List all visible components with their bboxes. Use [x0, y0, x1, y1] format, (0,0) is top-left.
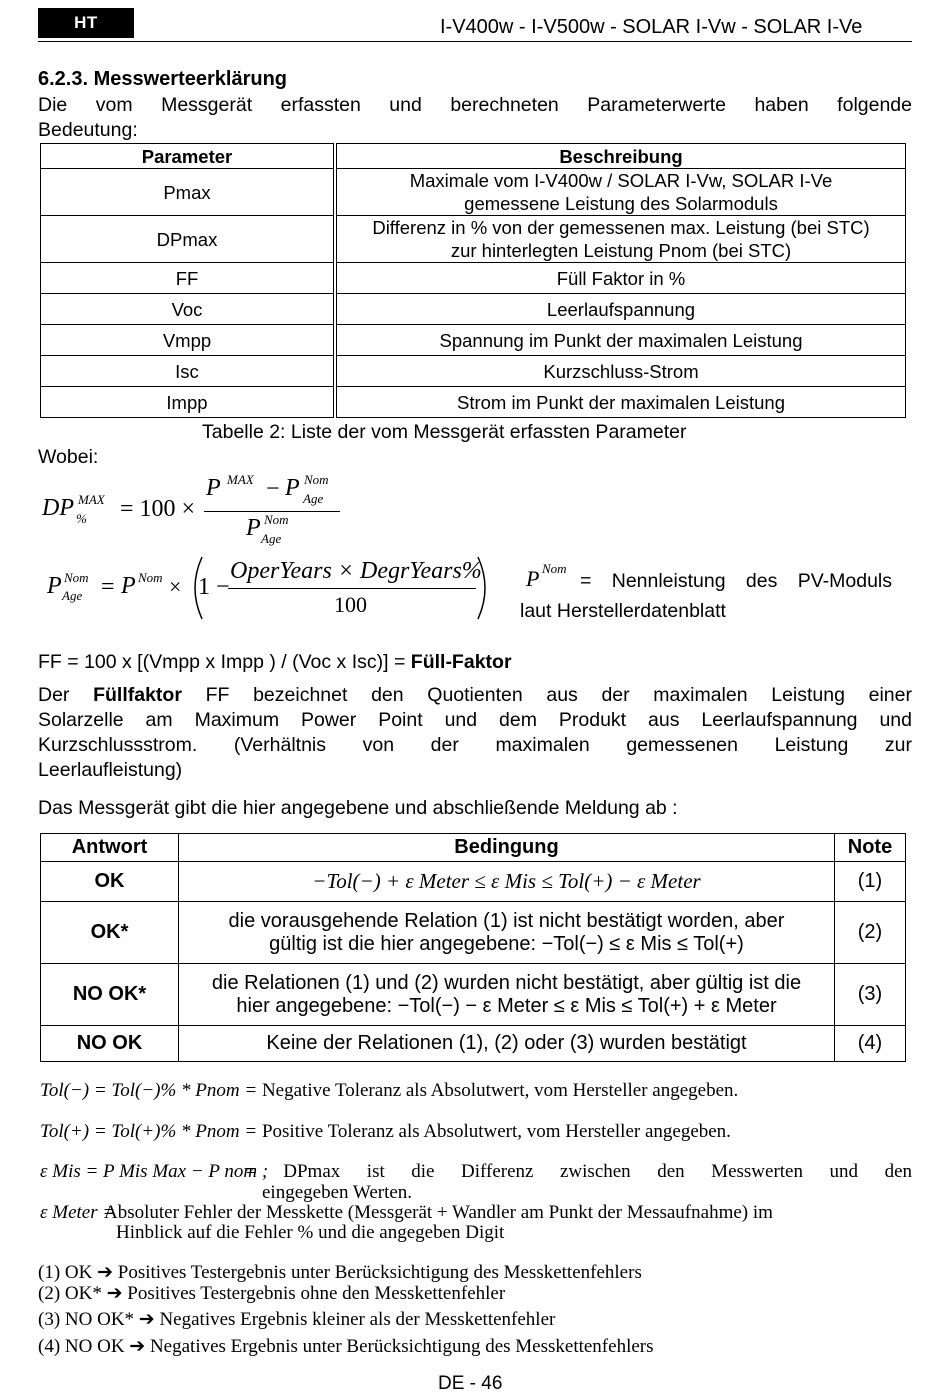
- table-row: [41, 387, 906, 418]
- param-cell: Pmax: [41, 169, 336, 216]
- p-nom-note: P: [526, 566, 540, 591]
- param-cell: DPmax: [41, 216, 336, 263]
- p-age-denominator: P: [246, 515, 261, 541]
- definition-text: Positive Toleranz als Absolutwert, vom Hersteller angegeben.: [261, 1121, 731, 1142]
- condition-cell: Keine der Relationen (1), (2) oder (3) wurden bestätigt: [179, 1026, 835, 1062]
- table-row: [41, 862, 906, 902]
- dp-equals-100: = 100 ×: [120, 496, 196, 522]
- ff-para-line-4: Leerlaufleistung): [38, 759, 183, 781]
- note-cell: (3): [835, 964, 906, 1026]
- answer-cell: OK: [41, 862, 179, 902]
- param-cell: Isc: [41, 356, 336, 387]
- table-row: [41, 356, 906, 387]
- age-sub: Age: [261, 531, 282, 546]
- nennleistung-text: = Nennleistung des PV-Moduls: [580, 570, 892, 592]
- answer-cell: OK*: [41, 902, 179, 964]
- desc-line: gemessene Leistung des Solarmoduls: [464, 193, 778, 214]
- nom-sup: Nom: [304, 472, 329, 487]
- ff-para-line-2: Solarzelle am Maximum Power Point und dem Produkt aus Leerlaufspannung und: [38, 709, 912, 731]
- minus-sign: −: [266, 476, 280, 502]
- ff-para-line-1: [38, 684, 912, 707]
- param-col-header: Parameter: [41, 144, 336, 169]
- condition-line: gültig ist die hier angegebene: −Tol(−) ≤ ε Mis ≤ Tol(+): [269, 932, 744, 955]
- intro-line-1: Die vom Messgerät erfassten und berechneten Parameterwerte haben folgende: [38, 94, 912, 116]
- p-max-sup: MAX: [227, 472, 254, 487]
- condition-cell: [179, 902, 835, 964]
- table-row: [41, 169, 906, 216]
- condition-col-header: Bedingung: [179, 834, 835, 862]
- definition-eps-mis-text-2: eingegeben Werten.: [262, 1182, 413, 1203]
- desc-col-header: Beschreibung: [335, 144, 906, 169]
- desc-cell: [335, 216, 906, 263]
- definition-tol-pos: [40, 1121, 731, 1143]
- parameter-table: [40, 143, 906, 418]
- definition-tol-neg: [40, 1080, 738, 1102]
- hersteller-text: laut Herstellerdatenblatt: [520, 600, 726, 622]
- nom-sup: Nom: [264, 512, 289, 527]
- definition-eps-meter-lhs: ε Meter =: [40, 1202, 116, 1223]
- result-table: [40, 833, 906, 1062]
- answer-cell: NO OK*: [41, 964, 179, 1026]
- note-cell: (1): [835, 862, 906, 902]
- ff-para-rest: FF bezeichnet den Quotienten aus der maximalen Leistung einer: [181, 684, 912, 706]
- table-row: [41, 216, 906, 263]
- desc-cell: Strom im Punkt der maximalen Leistung: [335, 387, 906, 418]
- ff-para-line-3: Kurzschlussstrom. (Verhältnis von der maximalen gemessenen Leistung zur: [38, 734, 912, 756]
- definition-eps-mis-text: = DPmax ist die Differenz zwischen den Messwerten und den: [246, 1161, 912, 1182]
- table-row: [41, 263, 906, 294]
- header-rule: [38, 41, 912, 42]
- ff-formula-bold: Füll-Faktor: [410, 651, 512, 673]
- table-row: [41, 294, 906, 325]
- condition-line: die vorausgehende Relation (1) ist nicht bestätigt worden, aber: [228, 909, 785, 932]
- legend-item-3: (3) NO OK* ➔ Negatives Ergebnis kleiner als der Messkettenfehler: [38, 1309, 556, 1330]
- definition-eps-meter-text: Absoluter Fehler der Messkette (Messgerät + Wandler am Punkt der Messaufnahme) im: [104, 1202, 773, 1223]
- legend-item-2: (2) OK* ➔ Positives Testergebnis ohne den Messkettenfehler: [38, 1283, 506, 1304]
- condition-cell: −Tol(−) + ε Meter ≤ ε Mis ≤ Tol(+) − ε Meter: [179, 862, 835, 902]
- document-title: I-V400w - I-V500w - SOLAR I-Vw - SOLAR I-Ve: [440, 16, 863, 38]
- param-cell: Voc: [41, 294, 336, 325]
- page-number: DE - 46: [438, 1373, 503, 1394]
- condition-cell: [179, 964, 835, 1026]
- age-sub: Age: [62, 588, 83, 603]
- condition-line: hier angegebene: −Tol(−) − ε Meter ≤ ε Mis ≤ Tol(+) + ε Meter: [236, 994, 777, 1017]
- definition-text: Negative Toleranz als Absolutwert, vom Hersteller angegeben.: [261, 1080, 739, 1101]
- dp-symbol: DP: [42, 495, 74, 521]
- wobei-label: Wobei:: [38, 446, 99, 468]
- desc-cell: Kurzschluss-Strom: [335, 356, 906, 387]
- table-row: [41, 325, 906, 356]
- legend-item-4: (4) NO OK ➔ Negatives Ergebnis unter Berücksichtigung des Messkettenfehlers: [38, 1336, 654, 1357]
- hundred-denominator: 100: [334, 592, 367, 617]
- nom-sup: Nom: [138, 570, 163, 585]
- one-minus: 1 −: [198, 574, 230, 600]
- table-row: [41, 1026, 906, 1062]
- section-heading: 6.2.3. Messwerteerklärung: [38, 68, 288, 90]
- condition-line: die Relationen (1) und (2) wurden nicht bestätigt, aber gültig ist die: [211, 971, 802, 994]
- desc-cell: Spannung im Punkt der maximalen Leistung: [335, 325, 906, 356]
- note-cell: (2): [835, 902, 906, 964]
- p-age-lhs: P: [47, 573, 62, 599]
- table-row: [41, 902, 906, 964]
- answer-col-header: Antwort: [41, 834, 179, 862]
- param-cell: FF: [41, 263, 336, 294]
- brand-text: HT: [74, 13, 98, 32]
- nom-sup: Nom: [542, 561, 567, 576]
- fraction-bar-2: [228, 588, 476, 589]
- table-row: [41, 964, 906, 1026]
- nom-sup: Nom: [64, 570, 89, 585]
- desc-line: Differenz in % von der gemessenen max. Leistung (bei STC): [372, 217, 870, 238]
- definition-eps-meter-text-2: Hinblick auf die Fehler % und die angegeben Digit: [116, 1222, 505, 1243]
- p-max-symbol: P: [206, 475, 221, 501]
- times-sign: ×: [169, 574, 182, 599]
- desc-cell: Leerlaufspannung: [335, 294, 906, 325]
- table-caption: Tabelle 2: Liste der vom Messgerät erfassten Parameter: [202, 421, 687, 443]
- result-intro: Das Messgerät gibt die hier angegebene und abschließende Meldung ab :: [38, 797, 678, 819]
- definition-lhs: Tol(−) = Tol(−)% * Pnom =: [40, 1080, 258, 1101]
- definition-lhs: Tol(+) = Tol(+)% * Pnom =: [40, 1121, 258, 1142]
- answer-cell: NO OK: [41, 1026, 179, 1062]
- ff-formula: [38, 651, 512, 674]
- right-paren: [474, 555, 494, 621]
- desc-line: zur hinterlegten Leistung Pnom (bei STC): [450, 240, 792, 261]
- equals-sign: =: [101, 574, 115, 600]
- legend-item-1: (1) OK ➔ Positives Testergebnis unter Berücksichtigung des Messkettenfehlers: [38, 1262, 642, 1283]
- oper-years-expr: OperYears × DegrYears%: [230, 558, 482, 584]
- dp-superscript: MAX: [78, 492, 105, 507]
- ff-para-bold: Füllfaktor: [93, 684, 182, 706]
- desc-cell: Füll Faktor in %: [335, 263, 906, 294]
- note-col-header: Note: [835, 834, 906, 862]
- p-nom-rhs: P: [121, 573, 136, 599]
- param-cell: Vmpp: [41, 325, 336, 356]
- ff-formula-text: FF = 100 x [(Vmpp x Impp ) / (Voc x Isc)] =: [38, 651, 411, 673]
- dp-subscript: %: [76, 511, 87, 526]
- p-age-symbol: P: [285, 475, 300, 501]
- brand-logo: [38, 8, 134, 38]
- age-sub: Age: [303, 491, 324, 506]
- note-cell: (4): [835, 1026, 906, 1062]
- desc-line: Maximale vom I-V400w / SOLAR I-Vw, SOLAR I-Ve: [409, 170, 833, 191]
- desc-cell: [335, 169, 906, 216]
- intro-line-2: Bedeutung:: [38, 119, 138, 141]
- param-cell: Impp: [41, 387, 336, 418]
- ff-para-pre: Der: [38, 684, 94, 706]
- definition-eps-mis-lhs: ε Mis = P Mis Max − P nom ;: [40, 1161, 269, 1182]
